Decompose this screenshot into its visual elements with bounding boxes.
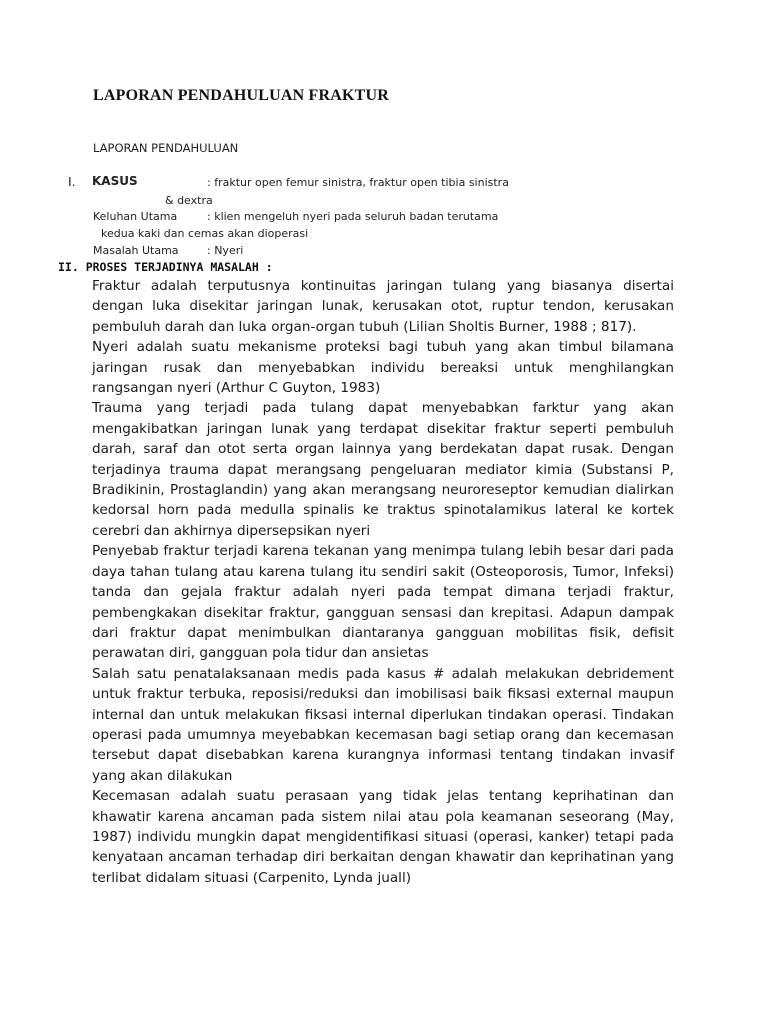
keluhan-label: Keluhan Utama [93,210,178,223]
section1-number: I. [68,174,76,189]
section1-value-line1: : fraktur open femur sinistra, fraktur open tibia sinistra [207,176,509,189]
keluhan-value-line2: kedua kaki dan cemas akan dioperasi [101,227,309,240]
paragraph: Salah satu penatalaksanaan medis pada kasus # adalah melakukan debridement untuk fraktur terbuka, reposisi/reduksi dan imobilisasi baik fiksasi external maupun internal dan untuk melakukan fiksasi internal diperlukan tindakan operasi. Tindakan operasi pada umumnya meyebabkan kecemasan bagi setiap orang dan kecemasan tersebut dapat disebabkan karena kurangnya informasi tentang tindakan invasif yang akan dilakukan [92,665,674,784]
section1-label: KASUS [92,174,138,188]
paragraph: Kecemasan adalah suatu perasaan yang tidak jelas tentang keprihatinan dan khawatir karena ancaman pada sistem nilai atau pola keamanan seseorang (May, 1987) individu mungkin dapat mengidentifikasi situasi (operasi, kanker) tetapi pada kenyataan ancaman terhadap diri berkaitan dengan khawatir dan keprihatinan yang terlibat didalam situasi (Carpenito, Lynda juall) [92,788,674,886]
paragraph: Nyeri adalah suatu mekanisme proteksi bagi tubuh yang akan timbul bilamana jaringan rusak dan menyebabkan individu bereaksi untuk menghilangkan rangsangan nyeri (Arthur C Guyton, 1983) [92,339,674,397]
masalah-value: : Nyeri [207,244,244,257]
masalah-label: Masalah Utama [93,244,179,257]
paragraph: Fraktur adalah terputusnya kontinuitas jaringan tulang yang biasanya disertai dengan luka disekitar jaringan lunak, kerusakan otot, ruptur tendon, kerusakan pembuluh darah dan luka organ-organ tubuh (Lilian Sholtis Burner, 1988 ; 817). [92,278,674,335]
paragraph: Trauma yang terjadi pada tulang dapat menyebabkan farktur yang akan mengakibatkan jaringan lunak yang terdapat disekitar fraktur seperti pembuluh darah, saraf dan otot serta organ lainnya yang berdekatan dapat rusak. Dengan terjadinya trauma dapat merangsang pengeluaran mediator kimia (Substansi P, Bradikinin, Prostaglandin) yang akan merangsang neuroreseptor kemudian dialirkan kedorsal horn pada medulla spinalis ke traktus spinotalamikus lateral ke kortek cerebri dan akhirnya dipersepsikan nyeri [92,400,674,539]
section1-value-line2: & dextra [165,194,213,207]
section2-heading: II. PROSES TERJADINYA MASALAH : [58,260,273,274]
document-title: LAPORAN PENDAHULUAN FRAKTUR [93,87,390,104]
paragraph: Penyebab fraktur terjadi karena tekanan yang menimpa tulang lebih besar dari pada daya tahan tulang atau karena tulang itu sendiri sakit (Osteoporosis, Tumor, Infeksi) tanda dan gejala fraktur adalah nyeri pada tempat dimana terjadi fraktur, pembengkakan disekitar fraktur, gangguan sensasi dan krepitasi. Adapun dampak dari fraktur dapat menimbulkan diantaranya gangguan mobilitas fisik, defisit perawatan diri, gangguan pola tidur dan ansietas [92,543,674,662]
keluhan-value-line1: : klien mengeluh nyeri pada seluruh badan terutama [207,210,499,223]
document-subtitle: LAPORAN PENDAHULUAN [93,141,239,155]
section2-body [92,276,674,888]
